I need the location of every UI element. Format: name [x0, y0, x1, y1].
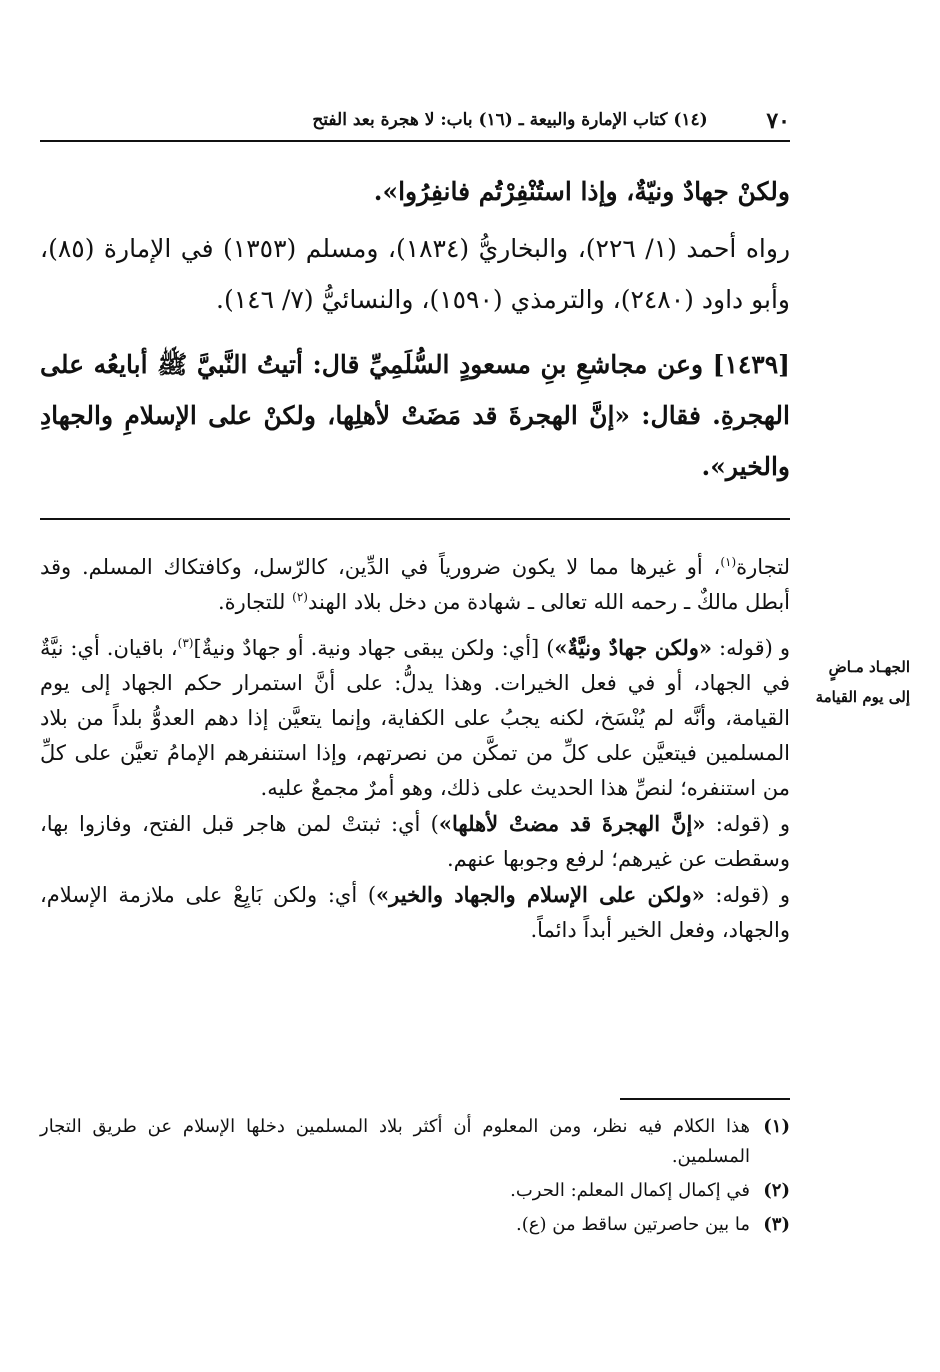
header-rule: [40, 140, 790, 142]
footnote-mark[interactable]: (٣): [177, 636, 194, 650]
footnote-number: (١): [763, 1116, 790, 1137]
footnote-text: في إكمال إكمال المعلم: الحرب.: [510, 1180, 750, 1201]
footnote-number: (٢): [763, 1180, 790, 1201]
page-number: ٧٠: [766, 108, 790, 134]
footnote-mark[interactable]: (١): [720, 555, 737, 569]
footnote-number: (٣): [763, 1214, 790, 1235]
page-header: [40, 104, 790, 140]
footnote-rule: [620, 1098, 790, 1100]
commentary-paragraph: و (قوله: «ولكن على الإسلام والجهاد والخير») أي: ولكن بَايِعْ على ملازمة الإسلام، والجهاد، وفعل الخير أبداً دائماً.: [40, 882, 790, 942]
footnotes: [40, 1112, 790, 1244]
footnote-text: هذا الكلام فيه نظر، ومن المعلوم أن أكثر بلاد المسلمين دخلها الإسلام عن طريق التجار المسلمين.: [40, 1116, 750, 1167]
footnote-item: [40, 1112, 790, 1172]
lemma: «إنَّ الهجرةَ قد مضتْ لأهلها»: [438, 811, 706, 836]
lemma: «ولكن على الإسلام والجهاد والخير»: [376, 882, 705, 907]
hadith-text-block: [40, 166, 790, 492]
hadith-takhrij: رواه أحمد (١/ ٢٢٦)، والبخاريُّ (١٨٣٤)، ومسلم (١٣٥٣) في الإمارة (٨٥)، وأبو داود (٢٤٨٠)، والترمذي (١٥٩٠)، والنسائيُّ (٧/ ١٤٦).: [40, 234, 791, 314]
commentary-paragraph: لتجارة$^{(١)}$، أو غيرها مما لا يكون ضرورياً في الدِّين، كالرّسل، وكافتكاك المسلم. وقد أبطل مالكٌ ـ رحمه الله تعالى ـ شهادة من دخل بلاد الهند$^{(٢)}$ للتجارة.: [40, 555, 790, 614]
running-title: (١٤) كتاب الإمارة والبيعة ـ (١٦) باب: لا هجرة بعد الفتح: [312, 110, 708, 130]
hadith-1439: [١٤٣٩] وعن مجاشعِ بنِ مسعودٍ السُّلَمِيِّ قال: أتيتُ النَّبيَّ ﷺ أبايعُه على الهجرةِ. فقال: «إنَّ الهجرةَ قد مَضَتْ لأهلِها، ولكنْ على الإسلامِ والجهادِ والخير».: [40, 350, 790, 481]
commentary-block: [40, 550, 790, 948]
section-divider: [40, 518, 790, 520]
margin-note: الجهـاد مـاضٍ إلى يوم القيامة: [815, 658, 910, 706]
hadith-quote-ending: ولكنْ جهادٌ ونيّةٌ، وإذا استُنْفِرْتُم فانفِرُوا».: [373, 177, 790, 206]
footnote-text: ما بين حاصرتين ساقط من (ع).: [516, 1214, 750, 1235]
lemma: «ولكن جهادٌ ونيَّةٌ»: [554, 635, 713, 660]
footnote-mark[interactable]: (٢): [292, 590, 308, 604]
commentary-paragraph: و (قوله: «ولكن جهادٌ ونيَّةٌ») [أي: ولكن يبقى جهاد ونية. أو جهادٌ ونيةٌ]$^{(٣)}$، باقيان. أي: نيَّةٌ في الجهاد، أو في فعل الخيرات. وهذا يدلُّ: على أنَّ استمرار حكم الجهاد إلى يوم القيامة، وأنَّه لم يُنْسَخ، لكنه يجبُ على الكفاية، وإنما يتعيَّن إذا دهم العدوُّ بلداً من بلاد المسلمين فيتعيَّن على كلِّ من تمكَّن من نصرتهم، وإذا استنفرهم الإمامُ تعيَّن على كلِّ من استنفره؛ لنصِّ هذا الحديث على ذلك، وهو أمرٌ مجمعٌ عليه.: [40, 635, 790, 800]
footnote-item: [40, 1176, 790, 1206]
commentary-paragraph: و (قوله: «إنَّ الهجرةَ قد مضتْ لأهلها») أي: ثبتتْ لمن هاجر قبل الفتح، وفازوا بها، وسقطت عن غيرهم؛ لرفع وجوبها عنهم.: [40, 811, 790, 871]
footnote-item: [40, 1210, 790, 1240]
